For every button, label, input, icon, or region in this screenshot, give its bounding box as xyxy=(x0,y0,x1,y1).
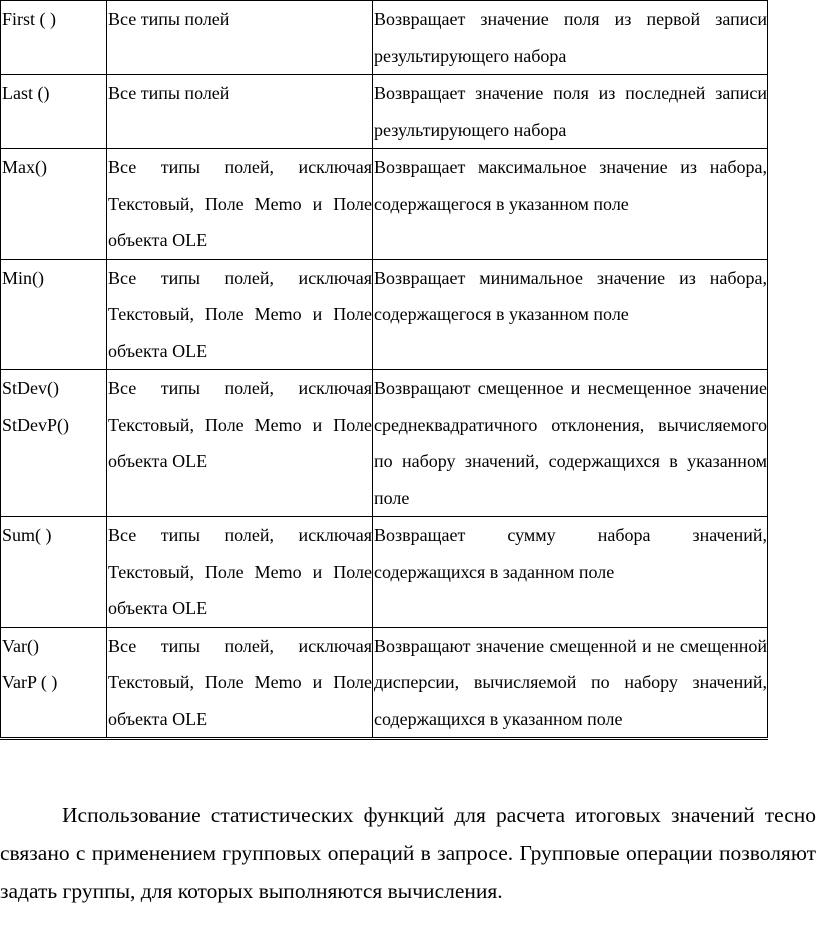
table-row xyxy=(1,75,768,149)
function-name: Max() xyxy=(2,157,47,177)
table-row xyxy=(1,259,768,370)
table-row xyxy=(1,370,768,517)
function-name-cell xyxy=(1,259,107,370)
description-cell: Возвращает минимальное значение из набора, содержащегося в указанном поле xyxy=(373,259,768,370)
function-name-cell xyxy=(1,627,107,739)
field-types-cell: Все типы полей, исключая Текстовый, Поле Memo и Поле объекта OLE xyxy=(107,517,373,628)
function-name-alt: StDevP() xyxy=(2,414,69,435)
function-name: First ( ) xyxy=(2,9,56,29)
function-name-cell xyxy=(1,149,107,260)
field-types-cell: Все типы полей, исключая Текстовый, Поле Memo и Поле объекта OLE xyxy=(107,259,373,370)
field-types-cell: Все типы полей, исключая Текстовый, Поле Memo и Поле объекта OLE xyxy=(107,149,373,260)
field-types-cell: Все типы полей, исключая Текстовый, Поле Memo и Поле объекта OLE xyxy=(107,370,373,517)
function-name-cell xyxy=(1,1,107,75)
function-name: Last () xyxy=(2,83,50,103)
description-cell: Возвращает значение поля из первой записи результирующего набора xyxy=(373,1,768,75)
function-name: Min() xyxy=(2,267,44,288)
description-cell: Возвращают значение смещенной и не смещенной дисперсии, вычисляемой по набору значений, содержащихся в указанном поле xyxy=(373,627,768,739)
description-cell: Возвращает значение поля из последней записи результирующего набора xyxy=(373,75,768,149)
function-name: Sum( ) xyxy=(2,525,52,545)
table-row xyxy=(1,517,768,628)
field-types-cell: Все типы полей xyxy=(107,1,373,75)
function-name: StDev() xyxy=(2,378,59,398)
description-cell: Возвращает максимальное значение из набора, содержащегося в указанном поле xyxy=(373,149,768,260)
description-cell: Возвращает сумму набора значений, содержащихся в заданном поле xyxy=(373,517,768,628)
function-name-cell xyxy=(1,517,107,628)
field-types-cell: Все типы полей, исключая Текстовый, Поле Memo и Поле объекта OLE xyxy=(107,627,373,739)
function-name-alt: VarP ( ) xyxy=(2,672,58,692)
table-row xyxy=(1,627,768,739)
table-row xyxy=(1,149,768,260)
function-name: Var() xyxy=(2,635,39,656)
function-name-cell xyxy=(1,370,107,517)
table-row xyxy=(1,1,768,75)
paragraph-text: Использование статистических функций для расчета итоговых значений тесно связано с применением групповых операций в запросе. Групповые операции позволяют задать группы, для которых выполняются вычисления. xyxy=(0,802,816,903)
description-cell: Возвращают смещенное и несмещенное значение среднеквадратичного отклонения, вычисляемого по набору значений, содержащихся в указанном поле xyxy=(373,370,768,517)
function-name-cell xyxy=(1,75,107,149)
body-paragraph xyxy=(0,796,816,910)
field-types-cell: Все типы полей xyxy=(107,75,373,149)
